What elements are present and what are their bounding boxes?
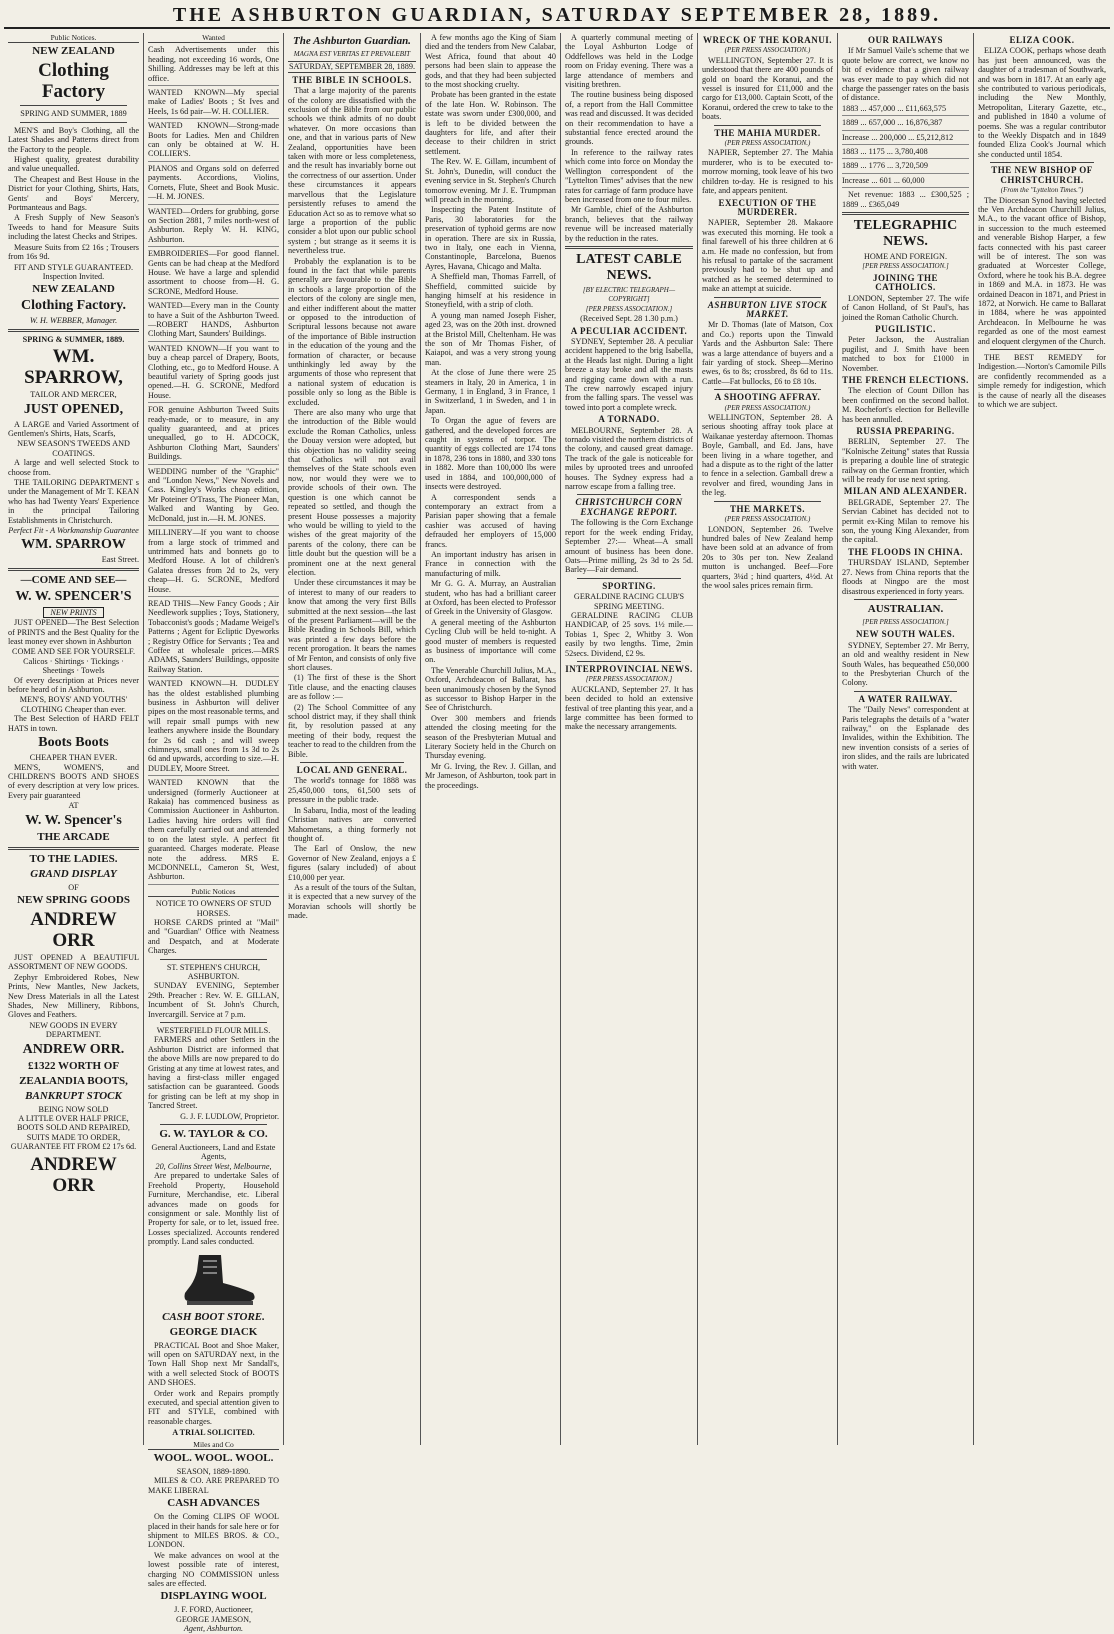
wanted-list [148,45,279,884]
article-body [425,33,556,790]
ad-subtitle: NEW GOODS IN EVERY DEPARTMENT. [29,1020,118,1040]
ad-title: CASH BOOT STORE. [162,1310,265,1323]
wanted-ad: WANTED KNOWN—My special make of Ladies' Boots ; St Ives and Heels, 1s 6d pair—W. H. COLLIER. [148,88,279,119]
ad-signature: East Street. [101,555,139,565]
ad-title: W. W. SPENCER'S [15,588,132,604]
column-8 [974,33,1110,1445]
article-headline: THE MAHIA MURDER. [714,127,821,138]
article-body [288,776,416,920]
article-paragraph: Mr Gamble, chief of the Ashburton branch, believes that the railway revenue will be increased materially by the reduction in the rates. [565,205,693,243]
article-subheadline: (PER PRESS ASSOCIATION.) [724,46,811,55]
article-subheadline: [PER PRESS ASSOCIATION.] [862,261,949,270]
article-headline: A TORNADO. [598,414,660,425]
article-paragraph: Probably the explanation is to be found in the fact that while parents generally are favourable to the Bible in schools a large proportion of the electors of the colony are single men, and either indifferent about the matter or opposed to the introduction of Scriptural lessons because not aware of the importance of Bible instruction in the education of the young and the formation of character, or because unthinkingly led away by the arguments of those who represent that a national system of education is possible only so long as the Bible is excluded. [288,256,416,407]
notice-text: FARMERS and other Settlers in the Ashburton District are informed that the above Mills are now prepared to do Gristing at any time at lowest rates, and having a first-class miller engaged satisfaction can be guaranteed. Goods for gristing can be left at my shop in Tancred Street. [148,1035,279,1111]
ad-title: —COME AND SEE— [20,573,127,586]
article-text: The Diocesan Synod having selected the Ven Archdeacon Churchill Julius, M.A., to the vacant office of Bishop, in succession to the much esteemed and venerable Bishop Harper, a few facts connected with his past career will be of interest. The son was graduated at Worcester College, Oxford, where he took his B.A. degree in 1869 and M.A. in 1873. He was ordained Deacon in 1871, and Priest in 1872, at Norwich. He came to Ballarat in 1884, where he was appointed Archdeacon. In Melbourne he was regarded as one of the most earnest and eloquent clergymen of the Church. [978,195,1106,346]
article-subheadline: (PER PRESS ASSOCIATION.) [724,139,811,148]
article-paragraph: A correspondent sends a contemporary an extract from a Parisian paper showing that a female cashier was accused of having defrauded her employers of 15,000 francs. [425,492,556,549]
ad-subtitle: MEN'S, BOYS' AND YOUTHS' CLOTHING Cheaper than ever. [19,695,128,714]
article-paragraph: That a large majority of the parents of the colony are dissatisfied with the exclusion of the Bible from our public schools we think admits of no doubt whatever. On more occasions than one, and that in various parts of New Zealand, opportunities have been taken with more or less completeness, and the result has invariably borne out the correctness of our assertion. Under these circumstances it appears marvellous that the Legislature persistently refuses to amend the Education Act so as to remove what so large a proportion of the public consider a blot upon our public school system ; but strange as it seems it is nevertheless true. [288,86,416,256]
ad-title: WM. SPARROW, [24,346,123,389]
wanted-ad: WANTED KNOWN that the undersigned (formerly Auctioneer at Rakaia) has commenced business as Commission Auctioneer in Ashburton. Ladies having hire orders will find them carefully carried out and attended to on the latest style. A perfect fit guaranteed. Charges moderate. Please note the address. MRS E. MCDONNELL, Cameron St, West, Ashburton. [148,778,279,884]
article-headline: THE NEW BISHOP OF CHRISTCHURCH. [991,165,1093,185]
columns [4,33,1110,1634]
wanted-ad: WANTED KNOWN—H. DUDLEY has the oldest established plumbing business in Ashburton will deliver pipes on the most reasonable terms, and will repair small pumps with new leathers anywhere inside the Boundary for 2s 6d cash ; and will sweep chimneys, small ones from 1s 3d to 2s 6d and upwards, according to size.—H. DUDLEY, Moore Street. [148,679,279,776]
ad-title: NEW ZEALAND [32,283,115,296]
wanted-ad: WANTED—Orders for grubbing, gorse on Section 2881, 7 miles north-west of Ashburton. Reply W. H. KING, Ashburton. [148,207,279,248]
ad-title: NEW ZEALAND [32,45,115,58]
article-text: THURSDAY ISLAND, September 27. News from China reports that the floods at Ningpo are the most disastrous experienced in forty years. [842,558,969,596]
ad-text: Of every description at Prices never before heard of in Ashburton. [8,675,139,695]
ad-subtitle: TAILOR AND MERCER, [30,390,117,400]
ad-subtitle: COME AND SEE FOR YOURSELF. [11,647,135,657]
notice-signature: G. J. F. LUDLOW, Proprietor. [180,1111,279,1121]
table-row: Increase ... 200,000 ... £5,212,812 [842,133,969,145]
railway-table [842,104,969,188]
ad-subtitle: OF [68,882,79,892]
ad-title: Clothing Factory [38,60,109,103]
ad-text: Order work and Repairs promptly executed, and special attention given to FIT and STYLE, combined with reasonable charges. [148,1388,279,1426]
column-4 [421,33,561,1445]
notice-text: SUNDAY EVENING, September 29th. Preacher : Rev. W. E. GILLAN, Incumbent of St. John's Church, Invercargill. Service at 7 p.m. [148,981,279,1019]
column-5 [561,33,698,1445]
notice-title: ST. STEPHEN'S CHURCH, ASHBURTON. [166,962,261,981]
article-text: NAPIER, September 27. The Mahia murderer, who is to be executed to-morrow morning, took leave of his two children to-day. He is resigned to his fate, and appears penitent. [702,148,833,196]
article-text: MELBOURNE, September 28. A tornado visited the northern districts of the colony, and caused great damage. The track of the gale is noticeable for miles by uprooted trees and unroofed houses. The Sydney express had a narrow escape from a falling tree. [565,425,693,492]
ad-subtitle: SPRING AND SUMMER, 1889 [20,109,127,119]
newspaper-page [4,3,1110,1634]
ad-text: Measure Suits from £2 16s ; Trousers from 16s 9d. [8,242,139,262]
article-text: LONDON, September 27. The wife of Canon Holland, of St Paul's, has joined the Roman Catholic Church. [842,293,969,322]
ad-subtitle: BEING NOW SOLD [38,1104,109,1114]
article-subheadline: [PER PRESS ASSOCIATION.] [862,617,949,626]
ad-text: MILES & CO. ARE PREPARED TO MAKE LIBERAL [148,1476,279,1495]
article-subheadline: [PER PRESS ASSOCIATION.] [585,675,673,684]
ad-subtitle: BOOTS SOLD AND REPAIRED, [17,1123,130,1133]
article-subheadline: [BY ELECTRIC TELEGRAPH—COPYRIGHT] [582,285,676,304]
masthead [4,3,1110,29]
ad-subtitle: SUITS MADE TO ORDER, [26,1132,121,1142]
ad-badge: NEW PRINTS [43,607,103,618]
ad-title: BANKRUPT STOCK [25,1089,122,1102]
issue-date: SATURDAY, SEPTEMBER 28, 1889. [288,62,416,72]
ad-title: WOOL. WOOL. WOOL. [153,1452,274,1464]
article-headline: LATEST CABLE NEWS. [576,251,682,283]
ad-signature: Agent, Ashburton. [183,1624,244,1634]
ad-subtitle: FIT AND STYLE GUARANTEED. [13,262,134,272]
article-headline: THE FLOODS IN CHINA. [847,546,964,557]
wanted-ad: WEDDING number of the "Graphic" and "London News," New Novels and Cass. Kingley's Works cheap edition, Mr Poteiner O'Trass, The Pioneer Man, Walked and Wanting by Geo. McDonald, just in.—H. M. JONES. [148,467,279,526]
article-text: The following is the Corn Exchange report for the week ending Friday, September 27:— Wheat—A small amount of business has been done. Oats—Prime milling, 2s 3d to 2s 5d. Barley—Fair demand. [565,518,693,575]
wanted-ad: MILLINERY—If you want to choose from a large stock of trimmed and untrimmed hats and bonnets go to Medford House. A lot of children's Galatea dresses from 2d to 2s, very cheap—H. G. SCRONE, Medford House. [148,528,279,597]
ad-signature: J. F. FORD, Auctioneer, [174,1605,253,1615]
article-paragraph: Over 300 members and friends attended the closing meeting for the season of the Presbyterian Mutual and Literary Society held in the Church on Thursday evening. [425,713,556,761]
article-paragraph: A young man named Joseph Fisher, aged 23, was on the 20th inst. drowned at the Bristol Mill, Cheltenham. He was the son of Mr Thomas Fisher, of Kaiapoi, and was a very strong young man. [425,310,556,367]
article-text: AUCKLAND, September 27. It has been decided to hold an extensive festival of tree planting this year, and a large committee has been formed to make the necessary arrangements. [565,684,693,732]
article-text: LONDON, September 26. Twelve hundred bales of New Zealand hemp have been sold at an advance of from 20s to 30s per ton. New Zealand mutton is unchanged. Beef—Fore quarters, 3¼d ; hind quarters, 4½d. At the wool sales prices remain firm. [702,524,833,590]
wanted-ad: READ THIS—New Fancy Goods ; Air Needlework supplies ; Toys, Stationery, Tobacconist's goods ; Madame Weigel's Patterns ; Agent for Ecliptic Dyeworks ; Registry Office for Servants ; Tea and Coffee at wholesale prices.—MRS ADAMS, Saunders' Buildings, opposite Railway Station. [148,599,279,677]
article-headline: OUR RAILWAYS [867,35,944,45]
article-text: The "Daily News" correspondent at Paris telegraphs the details of a "water railway," on the Esplanade des Invalides, within the Exhibition. The new invention consists of a series of iron slides, and the rails are lubricated with water. [842,705,969,771]
wanted-ad: WANTED—Every man in the County to have a Suit of the Ashburton Tweed.—ROBERT HANDS, Ashburton Clothing Mart, Saunders' Buildings. [148,301,279,342]
article-subheadline: (PER PRESS ASSOCIATION.) [724,515,811,524]
article-paragraph: Under these circumstances it may be of interest to many of our readers to know that among the very first Bills submitted at the next session—the last of the present Parliament—will be the Bible Reading in Schools Bill, which was printed a few days before the recent prorogation. It bears the names of Mr Fenton, and consists of only five short clauses. [288,578,416,672]
article-text: WELLINGTON, September 27. It is understood that there are 400 pounds of gold on board the Koranui, and the vessel is insured for £11,000 and the cargo for £13,000. Captain Scott, of the Koranui, ordered the crew to take to the boats. [702,55,833,122]
page-title: THE ASHBURTON GUARDIAN, SATURDAY SEPTEMBER 28, 1889. [172,4,942,26]
ad-text: The Best Selection of HARD FELT HATS in town. [8,714,139,733]
ad-text: Highest quality, greatest durability and value unequalled. [8,155,139,174]
article-text: THE BEST REMEDY for Indigestion.—Norton's Camomile Pills are confidently recommended as a simple remedy for indigestion, which is the cause of nearly all the diseases to which we are subject. [978,353,1106,410]
article-paragraph: A quarterly communal meeting of the Loyal Ashburton Lodge of Oddfellows was held in the Lodge room on Friday evening. There was a large attendance of members and visiting brethren. [565,33,693,90]
article-headline: SPORTING. [602,580,656,591]
ad-title: DISPLAYING WOOL [160,1590,267,1603]
ad-title: GRAND DISPLAY [30,867,117,880]
ad-text: THE TAILORING DEPARTMENT s under the Management of Mr T. KEAN who has had Twenty Years' Experience in the principal Tailoring Establishments in Christchurch. [8,477,139,525]
notice-text: HORSE CARDS printed at "Mail" and "Guardian" Office with Neatness and Despatch, and at Moderate Charges. [148,917,279,956]
ad-text: Zephyr Embroidered Robes, New Prints, New Mantles, New Jackets, New Dress Materials in all the Latest Shades, New Millinery, Ribbons, Gloves and Feathers. [8,972,139,1020]
local-item: The Earl of Onslow, the new Governor of New Zealand, enjoys a £ figures (salary included) of about £10,000 per year. [288,844,416,882]
article-paragraph: At the close of June there were 25 steamers in Italy, 20 in America, 1 in Germany, 1 in England, 3 in France, 1 in Switzerland, 1 in Sweden, and 1 in Japan. [425,368,556,415]
ad-title: THE ARCADE [37,830,110,843]
article-text: The election of Count Dillon has been confirmed on the second ballot. M. Rochefort's election for Belleville has been annulled. [842,386,969,424]
ad-text: A LARGE and Varied Assortment of Gentlemen's Shirts, Hats, Scarfs, [8,419,139,438]
article-headline: LOCAL AND GENERAL. [296,765,408,776]
article-paragraph: A Sheffield man, Thomas Farrell, of Sheffield, committed suicide by hanging himself at his residence in Stoneyfield, with a strip of cloth. [425,272,556,310]
ad-text: Are prepared to undertake Sales of Freehold Property, Household Furniture, Merchandise, etc. Liberal advances made on goods for consignment or sale. Monthly list of Property for sale, or to let, issued free. Losses specialized. Accounts rendered promptly. Land sales conducted. [148,1171,279,1247]
article-text: GERALDINE RACING CLUB HANDICAP, of 25 sovs. 1½ mile.—Tobias 1, Spec 2, Whitby 3. Won easily by two lengths. Time, 2min 52secs. Dividend, £2 9s. [565,610,693,658]
table-row: 1883 ... 457,000 ... £11,663,575 [842,104,969,116]
ad-text: On the Coming CLIPS OF WOOL placed in their hands for sale here or for shipment to MILES BROS. & CO., LONDON. [148,1512,279,1550]
section-header: Public Notices [148,887,279,897]
wanted-ad: WANTED KNOWN—Strong-made Boots for Ladies. Men and Children can only be obtained at W. H. COLLIER'S. [148,121,279,162]
article-text: If Mr Samuel Vaile's scheme that we quote below are correct, we know no bit of evidence that a given railway was ever made to pay which did not charge the passenger rates on the basis of distance. [842,46,969,103]
article-text: Mr D. Thomas (late of Matson, Cox and Co.) reports upon the Tinwald Yards and the Ashburton Sale: There was a large attendance of buyers and a fair yarding of stock. Sheep—Merino ewes, 6s to 8s; crossbred, 8s 6d to 11s. Cattle—Fat bullocks, £6 to £8 10s. [702,320,833,386]
article-paragraph: To Organ the ague of fevers are gathered, and the developed forces are caught in systems of torpor. The quantity of eggs collected are 174 tons in 1878, 236 tons in 1880, and 330 tons in 1882. More than 100,000 lbs were used in 1884, and 100,000,000 of insects were destroyed. [425,416,556,492]
wanted-ad: WANTED KNOWN—If you want to buy a cheap parcel of Drapery, Boots, Clothing, etc., go to Medford House. A beautiful variety of Spring goods just opened.—H. G. SCRONE, Medford House. [148,344,279,403]
article-headline: A PECULIAR ACCIDENT. [570,325,688,336]
ad-subtitle: NEW SEASON'S TWEEDS AND COATINGS. [17,439,130,458]
table-row: 1883 ... 1175 ... 3,780,408 [842,147,969,159]
article-text: ELIZA COOK, perhaps whose death has just been announced, was the daughter of a tradesman of Southwark, and was born in 1817. At an early age she contributed to various periodicals, including the New Monthly, Metropolitan, Literary Gazette, etc., and published in 1840 a volume of poems. She was a regular contributor to the Weekly Dispatch and in 1849 founded Eliza Cook's Journal which she conducted until 1854. [978,46,1106,159]
ad-title: TO THE LADIES. [29,852,118,865]
ad-text: MEN'S, WOMEN'S, and CHILDREN'S BOOTS AND SHOES of every description at very low prices. Every pair guaranteed [8,762,139,800]
ad-title: JUST OPENED, [23,401,124,417]
article-subheadline: GERALDINE RACING CLUB'S SPRING MEETING. [573,592,685,611]
article-headline: CHRISTCHURCH CORN EXCHANGE REPORT. [575,497,683,517]
article-paragraph: A few months ago the King of Siam died and the tenders from New Calabar, West Africa, found that about 40 persons had been slain to appease the gods, and that they had been subjected to the most shocking cruelty. [425,33,556,90]
column-6 [698,33,838,1445]
ad-title: CASH ADVANCES [167,1497,260,1510]
article-text: Peter Jackson, the Australian pugilist, and J. Smith have been matched to box for £1000 in November. [842,335,969,373]
boot-illustration-icon [169,1251,259,1307]
ad-subtitle: A LITTLE OVER HALF PRICE, [18,1114,129,1123]
article-paragraph: Probate has been granted in the estate of the late Hon. W. Robinson. The estate was sworn under £300,000, and is left to be divided between the daughters for life, and after their decease to their children in strict settlement. [425,90,556,156]
article-subheadline: [PER PRESS ASSOCIATION.] [585,304,673,313]
ad-title: A TRIAL SOLICITED. [172,1428,255,1438]
ad-title: ZEALANDIA BOOTS, [19,1074,128,1087]
article-subheadline: (PER PRESS ASSOCIATION.) [724,403,811,412]
ad-title: ANDREW ORR [30,1153,117,1196]
article-paragraph: (1) The first of these is the Short Title clause, and the enacting clauses are as follow :— [288,673,416,702]
article-headline: A SHOOTING AFFRAY. [714,392,821,403]
article-headline: MILAN AND ALEXANDER. [843,486,968,497]
ad-text: PRACTICAL Boot and Shoe Maker, will open on SATURDAY next, in the Town Hall Shop next Mr Sandall's, with a well selected Stock of BOOTS AND SHOES. [148,1340,279,1388]
ad-title: GEORGE DIACK [169,1325,258,1338]
article-headline: THE MARKETS. [729,503,805,514]
article-paragraph: A general meeting of the Ashburton Cycling Club will be held to-night. A good muster of members is requested as business of importance will come on. [425,617,556,665]
ad-title: £1322 WORTH OF [27,1059,120,1072]
article-paragraph: The routine business being disposed of, a report from the Hall Committee was read and discussed. It was decided on their recommendation to have a substantial fence erected around the grounds. [565,90,693,147]
ad-title: ANDREW ORR. [22,1041,125,1057]
article-paragraph: (2) The School Committee of any school district may, if they shall think fit, by resolution passed at any meeting of their body, request the teacher to read to the children from the Bible. [288,702,416,759]
wanted-ad: Cash Advertisements under this heading, not exceeding 16 words, One Shilling. Addresses may be left at this office. [148,45,279,86]
column-2 [144,33,284,1634]
article-text: Net revenue: 1883 ... £300,525 ; 1889 ... £365,049 [842,190,969,209]
ad-title: NEW SPRING GOODS [17,893,130,906]
ad-text: A large and well selected Stock to choose from. [8,458,139,477]
article-headline: ASHBURTON LIVE STOCK MARKET. [707,299,828,319]
wanted-ad: EMBROIDERIES—For good flannel. Gents can be had cheap at the Medford House. We have a large and splendid assortment to choose from—H. G. SCRONE, Medford House. [148,249,279,299]
article-paragraph: Mr G. G. A. Murray, an Australian student, who has had a brilliant career at Oxford, has been elected to Professor of Greek in the University of Glasgow. [425,579,556,617]
article-headline: TELEGRAPHIC NEWS. [853,218,958,250]
notice-title: NOTICE TO OWNERS OF STUD HORSES. [155,899,272,918]
article-headline: A WATER RAILWAY. [858,693,953,704]
column-7 [838,33,974,1445]
wanted-ad: PIANOS and Organs sold on deferred payments. Accordions, Violins, Cornets, Flute, Sheet and Book Music.—H. M. JONES. [148,164,279,205]
section-header: Public Notices. [8,33,139,43]
article-text: SYDNEY, September 28. A peculiar accident happened to the brig Isabella, at the Heads last night. During a light breeze a stay broke and all the masts and rigging came down with a run. The crew narrowly escaped injury from the falling spars. The vessel was towed into port a complete wreck. [565,336,693,412]
article-headline: ELIZA COOK. [1009,35,1075,45]
article-headline: RUSSIA PREPARING. [856,426,955,436]
ad-text: JUST OPENED A BEAUTIFUL ASSORTMENT OF NEW GOODS. [8,952,139,972]
article-text: WELLINGTON, September 28. A serious shooting affray took place at Waikanae yesterday afternoon. Thomas Boyle, Gamball, and Ed. Jans, have been living in a whare together, and had a dispute as to the right of the latter to fence in a selection. Gamball drew a revolver and fired, wounding Jans in the leg. [702,413,833,498]
ad-subtitle: Inspection Invited. [42,271,105,281]
article-subheadline: HOME AND FOREIGN. [863,252,947,262]
table-row: 1889 ... 657,000 ... 16,876,387 [842,118,969,130]
article-text: BERLIN, September 27. The "Kolnische Zeitung" states that Russia is preparing a double line of strategic railway on the German frontier, which will be ready for use next spring. [842,437,969,485]
table-row: 1889 ... 1776 ... 3,720,509 [842,161,969,173]
table-row: Increase ... 601 ... 60,000 [842,176,969,188]
article-paragraph: Mr G. Irving, the Rev. J. Gillan, and Mr Jameson, of Ashburton, took part in the proceedings. [425,761,556,790]
article-headline: THE FRENCH ELECTIONS. [842,374,969,385]
newspaper-title: The Ashburton Guardian. [293,35,411,47]
ad-subtitle: SEASON, 1889-1890. [176,1467,251,1476]
newspaper-motto: MAGNA EST VERITAS ET PREVALEBIT [293,50,411,58]
ad-subtitle: Perfect Fit - A Workmanship Guarantee [8,526,139,535]
article-headline: THE BIBLE IN SCHOOLS. [292,74,412,85]
article-headline: NEW SOUTH WALES. [856,629,955,640]
ad-subtitle: GUARANTEE FIT FROM £2 17s 6d. [10,1142,137,1152]
ad-subtitle: AT [68,801,79,811]
section-header: Miles and Co [148,1440,279,1450]
ad-title: G. W. TAYLOR & CO. [159,1128,268,1141]
ad-text: We make advances on wool at the lowest possible rate of interest, charging NO COMMISSION unless sales are effected. [148,1550,279,1589]
ad-title: ANDREW ORR [30,908,117,951]
ad-subtitle: General Auctioneers, Land and Estate Agents, [151,1143,276,1162]
ad-title: WM. SPARROW [21,537,126,553]
article-headline: INTERPROVINCIAL NEWS. [565,663,693,674]
ad-title: Boots Boots [38,735,109,751]
article-headline: WRECK OF THE KORANUI. [702,35,832,45]
ad-text: The Cheapest and Best House in the District for your Clothing, Shirts, Hats, Gents' and Boys' Mercery, Portmanteaus and Bags. [8,174,139,213]
article-headline: EXECUTION OF THE MURDERER. [718,197,817,217]
article-paragraph: The Rev. W. E. Gillam, incumbent of St. John's, Dunedin, will conduct the evening service in St. Stephen's Church tomorrow evening. Mr J. E. Trumpman will preach in the morning. [425,157,556,204]
notice-title: WESTERFIELD FLOUR MILLS. [156,1026,271,1035]
column-3 [284,33,421,1445]
ad-title: W. W. Spencer's [25,812,122,828]
ad-subtitle: CHEAPER THAN EVER. [29,753,118,763]
ad-text: Calicos · Shirtings · Tickings · Sheetings · Towels [23,656,124,676]
article-body [288,86,416,759]
article-headline: PUGILISTIC. [875,323,936,334]
article-headline: AUSTRALIAN. [867,602,944,615]
ad-title: SPRING & SUMMER, 1889. [22,334,125,344]
ad-text: A Fresh Supply of New Season's Tweeds to hand for Measure Suits including the latest Checks and Stripes. [8,213,139,242]
article-paragraph: An important industry has arisen in France in connection with the manufacturing of milk. [425,549,556,578]
wanted-ad: FOR genuine Ashburton Tweed Suits ready-made, or to measure, in any quality guaranteed, and at prices unequalled, go to H. ADCOCK, Ashburton Clothing Mart, Saunders' Buildings. [148,405,279,464]
local-item: The world's tonnage for 1888 was 25,450,000 tons, 61,500 sets of pressure in the public trade. [288,776,416,805]
ad-text: JUST OPENED—The Best Selection of PRINTS and the Best Quality for the least money ever shown in Ashburton [8,618,139,647]
article-paragraph: In reference to the railway rates which come into force on Monday the Wellington correspondent of the "Lyttelton Times" advises that the new rates for carriage of farm produce have been increased from one to four miles. [565,147,693,204]
article-paragraph: Inspecting the Patent Institute of Paris, 30 laboratories for the preservation of typhoid germs are now in operation. There are six in Russia, two in Italy, one each in Vienna, Constantinople, Barcelona, Buenos Ayres, Havana, Chicago and Malta. [425,205,556,271]
article-paragraph: There are also many who urge that the introduction of the Bible would exclude the Roman Catholics, unless the Douay version were adopted, but this objection has no validity seeing that Catholics will not avail themselves of the State schools even now, nor would they were we to provide schools of their own. The question is one which cannot be repeated so settled, and though the present House possesses a majority who would be willing to yield to the wishes of the great majority of the parents of the colony, there can be little doubt but the question will be a prominent one at the next general election. [288,408,416,577]
article-body [565,33,693,243]
article-text: SYDNEY, September 27. Mr Berry, an old and wealthy resident in New South Wales, has bequeathed £50,000 to the Presbyterian Church of the Colony. [842,640,969,688]
ad-signature: W. H. WEBBER, Manager. [29,316,118,326]
ad-text: MEN'S and Boy's Clothing, all the Latest Shades and Patterns direct from the Factory to the people. [8,125,139,154]
article-paragraph: The Venerable Churchill Julius, M.A., Oxford, Archdeacon of Ballarat, has been unanimously chosen by the Synod as successor to Bishop Harper in the See of Christchurch. [425,665,556,713]
ad-subtitle: 20, Collins Street West, Melbourne, [155,1161,272,1171]
article-headline: JOINING THE CATHOLICS. [872,272,939,293]
article-subheadline: (From the "Lyttelton Times.") [1000,186,1084,195]
ad-title: Clothing Factory. [21,298,126,314]
article-text: BELGRADE, September 27. The Servian Cabinet has decided not to permit ex-King Milan to remove his son, the young King Alexander, from the capital. [842,497,969,545]
article-subheadline: (Received Sept. 28 1.30 p.m.) [580,314,678,324]
local-item: In Sabaru, India, most of the leading Christian natives are converted Mahometans, a thing formerly not thought of. [288,805,416,843]
article-text: NAPIER, September 28. Makaore was executed this morning. He took a final farewell of his three children at 6 a.m. He made no confession, but from his refusal to partake of the sacrament previously had to be shut up and watched as he seemed determined to make an attempt at suicide. [702,218,833,294]
section-header: Wanted [148,33,279,43]
column-1 [4,33,144,1445]
ad-signature: GEORGE JAMESON, [175,1614,252,1624]
local-item: As a result of the tours of the Sultan, it is expected that a new survey of the Moravian schools will shortly be made. [288,882,416,921]
